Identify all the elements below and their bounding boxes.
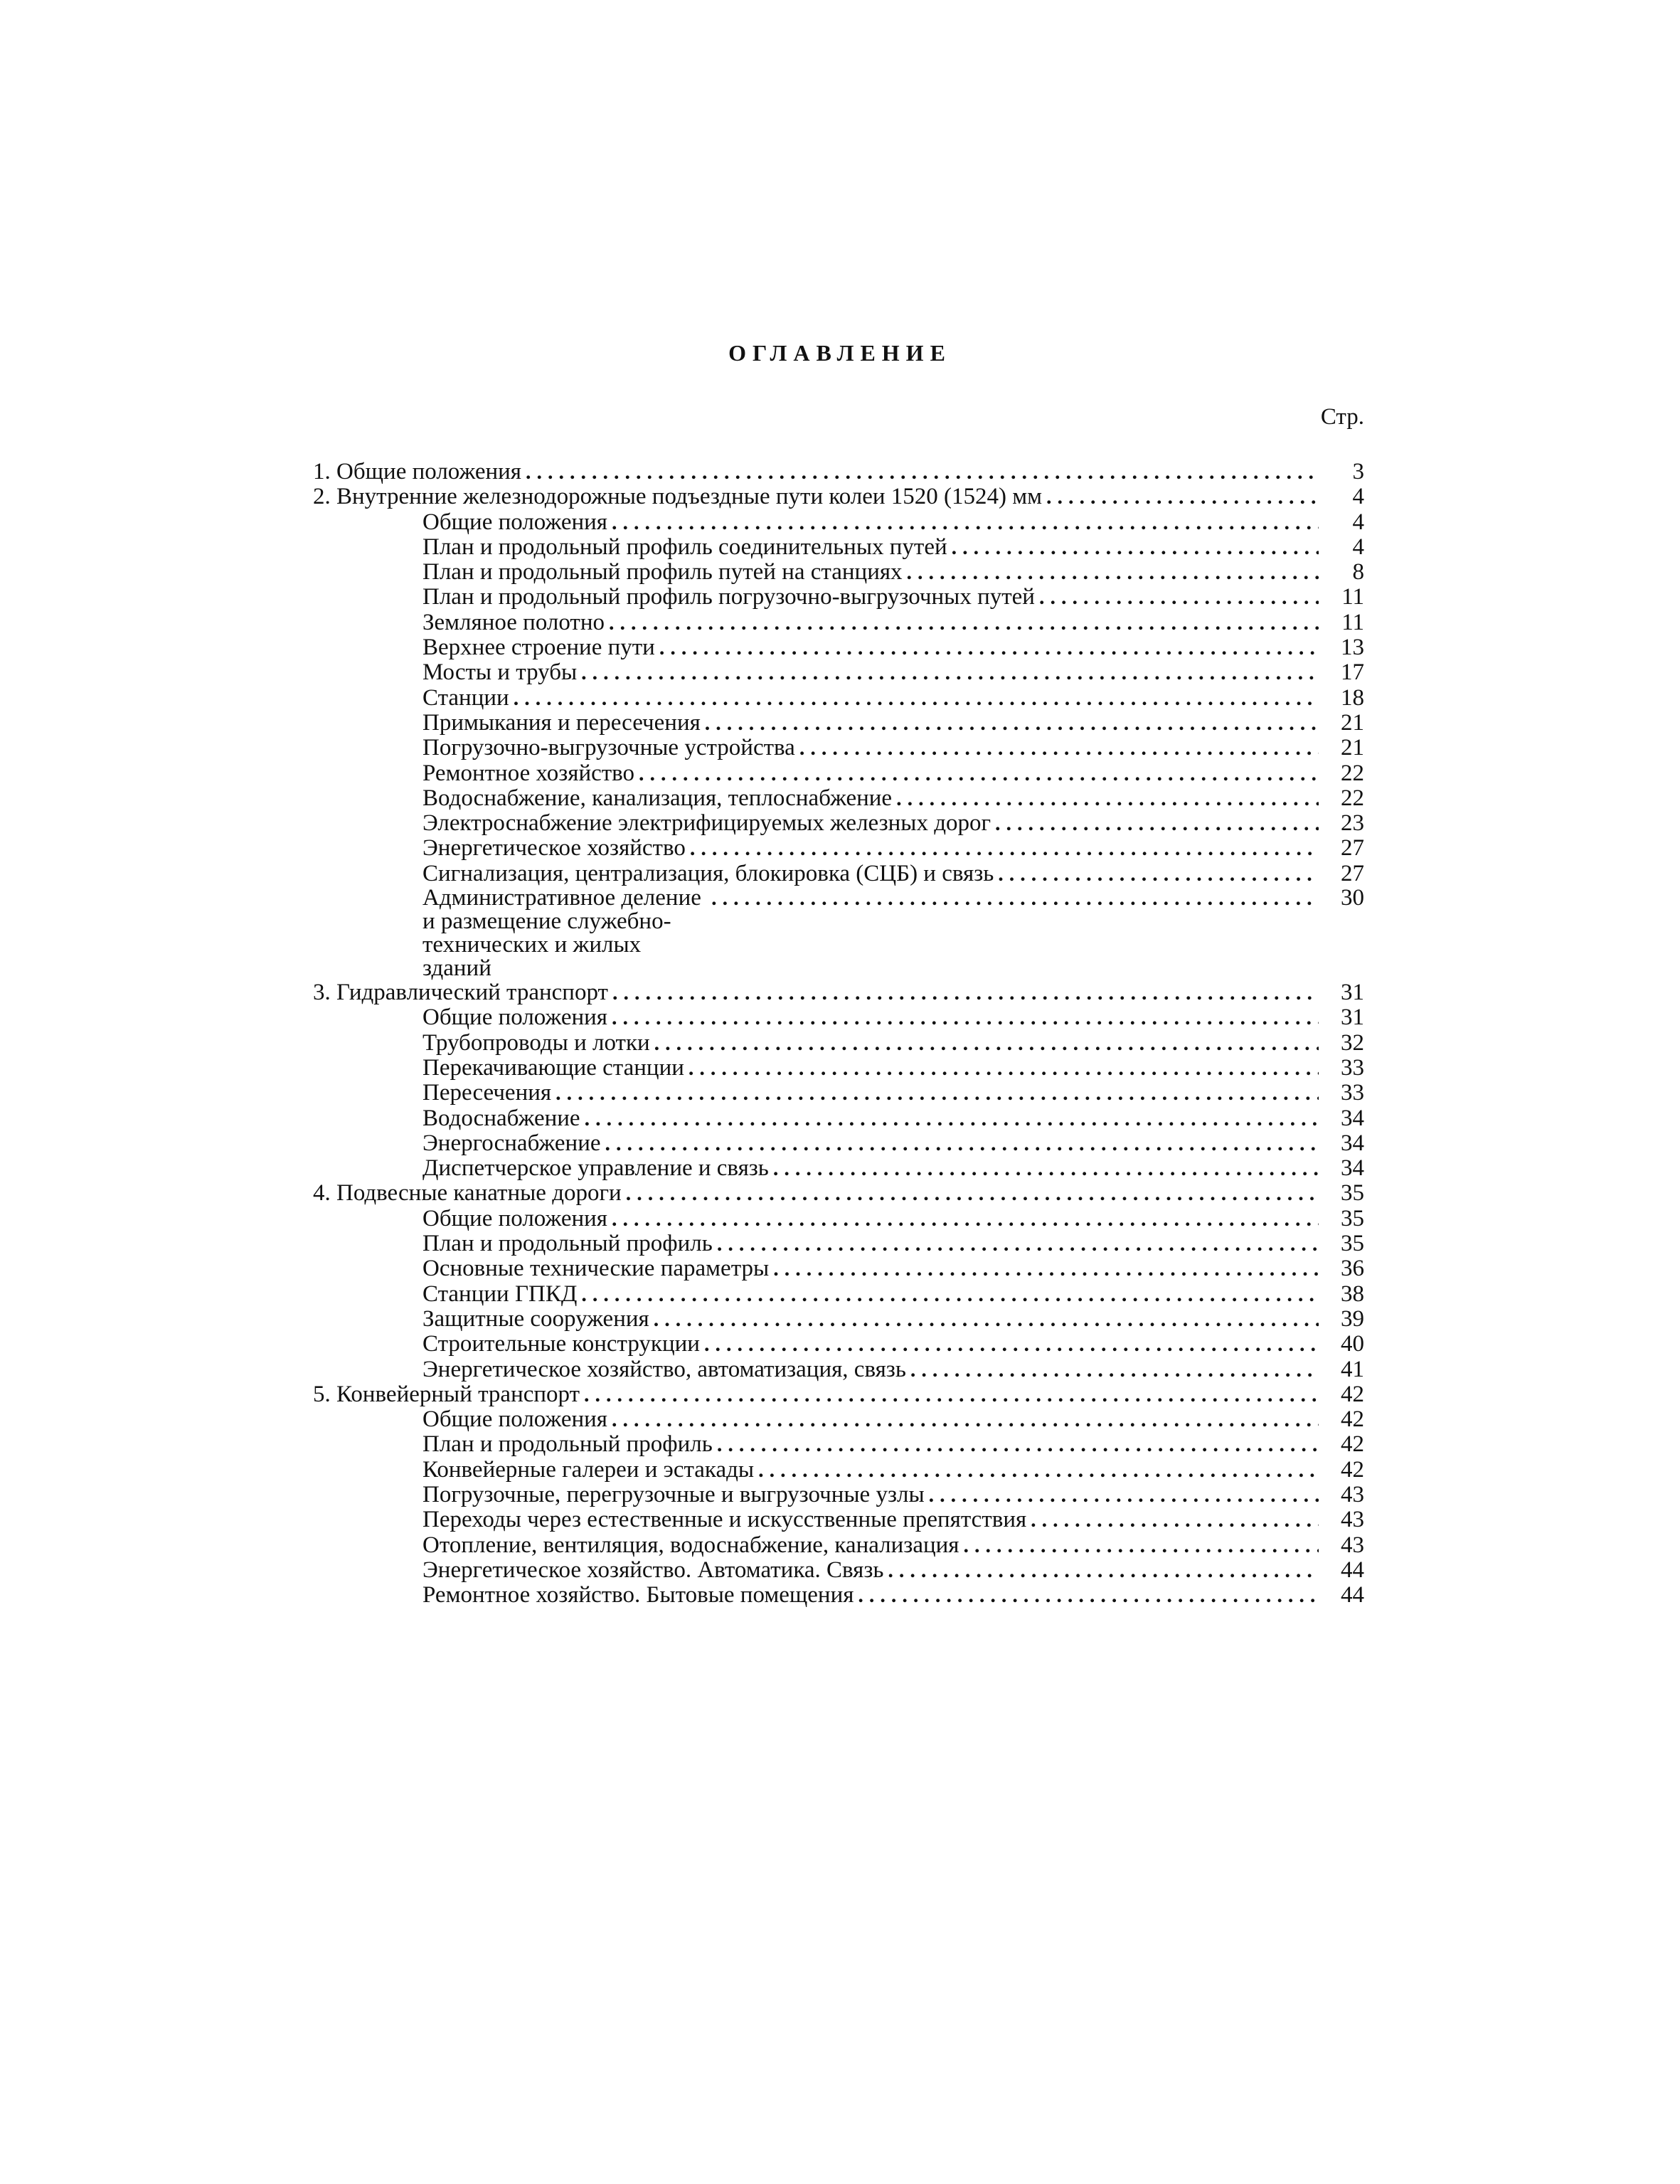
dot-leader xyxy=(907,560,1319,585)
toc-subsection-row xyxy=(313,1256,1364,1281)
toc-section-row xyxy=(313,1382,1364,1407)
toc-entry-title xyxy=(422,535,947,560)
toc-page-number: 4 xyxy=(1352,534,1364,560)
toc-page-number: 27 xyxy=(1341,860,1364,886)
toc-subsection-row xyxy=(313,1131,1364,1156)
dot-leader xyxy=(704,1332,1319,1357)
toc-entry-title xyxy=(422,1507,1026,1532)
toc-section-row xyxy=(313,460,1364,484)
toc-subsection-row xyxy=(313,560,1364,585)
toc-entry-title xyxy=(313,484,1042,509)
dot-leader xyxy=(995,811,1319,836)
toc-entry-text: Конвейерный транспорт xyxy=(336,1381,580,1407)
toc-page-number: 33 xyxy=(1341,1054,1364,1081)
toc-page-number: 34 xyxy=(1341,1105,1364,1131)
toc-entry-text: Общие положения xyxy=(422,1004,607,1031)
toc-entry-text: Энергетическое хозяйство xyxy=(422,835,686,862)
toc-subsection-row xyxy=(313,1533,1364,1558)
toc-entry-title xyxy=(422,811,991,836)
toc-entry-text: Водоснабжение xyxy=(422,1105,580,1131)
toc-subsection-row xyxy=(313,1407,1364,1432)
toc-subsection-row xyxy=(313,1031,1364,1056)
toc-page-number: 31 xyxy=(1341,980,1364,1006)
toc-entry-text: Внутренние железнодорожные подъездные пути колеи 1520 (1524) мм xyxy=(336,484,1043,510)
toc-entry-text: Погрузочно-выгрузочные устройства xyxy=(422,735,795,761)
toc-entry-title xyxy=(422,1307,649,1332)
toc-subsection-row xyxy=(313,736,1364,760)
toc-subsection-row xyxy=(313,1332,1364,1357)
toc-entry-text: Станции xyxy=(422,684,509,711)
dot-leader xyxy=(964,1533,1319,1558)
toc-entry-title xyxy=(422,560,903,585)
toc-page-number: 39 xyxy=(1341,1305,1364,1332)
toc-page-number: 38 xyxy=(1341,1281,1364,1307)
dot-leader xyxy=(612,1407,1319,1432)
toc-subsection-row xyxy=(313,1056,1364,1081)
dot-leader xyxy=(799,736,1319,760)
dot-leader xyxy=(654,1307,1319,1332)
toc-entry-text: Мосты и трубы xyxy=(422,659,578,686)
dot-leader xyxy=(717,1432,1319,1457)
toc-subsection-row xyxy=(313,1432,1364,1457)
toc-entry-text: Водоснабжение, канализация, теплоснабжение xyxy=(422,785,893,811)
toc-page-number: 11 xyxy=(1341,584,1364,610)
toc-subsection-row xyxy=(313,610,1364,635)
toc-page-number: 42 xyxy=(1341,1456,1364,1483)
toc-page-number: 23 xyxy=(1341,810,1364,837)
toc-subsection-row xyxy=(313,1357,1364,1382)
dot-leader xyxy=(896,786,1319,811)
toc-subsection-row xyxy=(313,1005,1364,1030)
toc-subsection-row xyxy=(313,1458,1364,1483)
toc-page-number: 4 xyxy=(1352,509,1364,535)
toc-entry-text: Переходы через естественные и искусственные препятствия xyxy=(422,1507,1027,1533)
toc-page-number: 33 xyxy=(1341,1080,1364,1106)
dot-leader xyxy=(773,1156,1319,1181)
toc-page-number: 13 xyxy=(1341,635,1364,661)
toc-subsection-row xyxy=(313,1282,1364,1307)
toc-entry-text: Ремонтное хозяйство xyxy=(422,760,635,786)
toc-subsection-row xyxy=(313,510,1364,535)
toc-entry-text: Энергоснабжение xyxy=(422,1130,601,1156)
dot-leader xyxy=(526,460,1319,484)
toc-entry-title xyxy=(422,1483,925,1507)
toc-entry-text: План и продольный профиль путей на станциях xyxy=(422,559,903,585)
toc-subsection-row xyxy=(313,1207,1364,1231)
toc-entry-text: Общие положения xyxy=(422,1406,607,1433)
toc-entry-title xyxy=(422,1106,580,1131)
dot-leader xyxy=(690,836,1319,861)
toc-page-number: 21 xyxy=(1341,735,1364,761)
dot-leader xyxy=(858,1583,1319,1608)
toc-entry-text: Общие положения xyxy=(422,509,607,535)
toc-entry-title xyxy=(422,635,655,660)
toc-entry-title xyxy=(422,1081,551,1106)
toc-page-number: 42 xyxy=(1341,1381,1364,1407)
toc-entry-title xyxy=(422,1031,650,1056)
toc-page-number: 8 xyxy=(1352,559,1364,585)
toc-page-number: 44 xyxy=(1341,1582,1364,1608)
dot-leader xyxy=(998,862,1319,886)
toc-subsection-row xyxy=(313,761,1364,786)
toc-subsection-row xyxy=(313,1507,1364,1532)
toc-entry-title xyxy=(422,1131,601,1156)
toc-entry-title xyxy=(313,1181,622,1206)
toc-section-number: 1. xyxy=(313,459,331,484)
toc-page-number: 34 xyxy=(1341,1155,1364,1182)
dot-leader xyxy=(609,610,1319,635)
toc-page-number: 22 xyxy=(1341,785,1364,811)
toc-section-number: 4. xyxy=(313,1180,331,1207)
toc-page-number: 41 xyxy=(1341,1356,1364,1382)
toc-page-number: 43 xyxy=(1341,1507,1364,1533)
toc-subsection-row xyxy=(313,711,1364,736)
toc-subsection-row xyxy=(313,1231,1364,1256)
dot-leader xyxy=(514,686,1319,711)
toc-page-number: 32 xyxy=(1341,1029,1364,1056)
toc-entry-text: Строительные конструкции xyxy=(422,1331,700,1357)
toc-subsection-row xyxy=(313,1558,1364,1583)
toc-subsection-row xyxy=(313,686,1364,711)
toc-entry-text: Пересечения xyxy=(422,1080,552,1106)
toc-entry-text: План и продольный профиль погрузочно-выгрузочных путей xyxy=(422,584,1035,610)
toc-subsection-row xyxy=(313,1583,1364,1608)
toc-entry-title xyxy=(422,711,701,736)
toc-entry-title xyxy=(422,836,686,861)
toc-subsection-row xyxy=(313,862,1364,886)
toc-entry-text: Погрузочные, перегрузочные и выгрузочные узлы xyxy=(422,1481,925,1507)
toc-page-number: 35 xyxy=(1341,1205,1364,1231)
toc-entry-text: Трубопроводы и лотки xyxy=(422,1029,650,1056)
toc-section-number: 3. xyxy=(313,980,331,1006)
toc-entry-text: Электроснабжение электрифицируемых железных дорог xyxy=(422,810,991,837)
toc-entry-title xyxy=(422,585,1035,610)
toc-entry-text: Общие положения xyxy=(422,1205,607,1231)
toc-section-row xyxy=(313,1181,1364,1206)
dot-leader xyxy=(626,1181,1319,1206)
dot-leader xyxy=(654,1031,1319,1056)
toc-subsection-row xyxy=(313,1106,1364,1131)
toc-entry-text: План и продольный профиль xyxy=(422,1231,713,1257)
toc-entry-title xyxy=(422,660,577,685)
toc-entry-title xyxy=(422,1458,754,1483)
toc-section-row xyxy=(313,980,1364,1005)
dot-leader xyxy=(717,1231,1319,1256)
toc-entry-text: Административное деление и размещение служебно-технических и жилых зданий xyxy=(422,885,701,982)
toc-section-number: 2. xyxy=(313,484,331,510)
toc-entry-title xyxy=(422,510,607,535)
toc-entry-title xyxy=(422,786,892,811)
toc-entry-text: Перекачивающие станции xyxy=(422,1054,684,1081)
toc-entry-title xyxy=(422,686,509,711)
dot-leader xyxy=(612,980,1319,1005)
dot-leader xyxy=(584,1382,1319,1407)
toc-subsection-row xyxy=(313,635,1364,660)
toc-entry-title xyxy=(313,980,608,1005)
toc-entry-title xyxy=(422,1156,769,1181)
toc-page-number: 44 xyxy=(1341,1557,1364,1583)
toc-entry-text: Сигнализация, централизация, блокировка (СЦБ) и связь xyxy=(422,860,994,886)
toc-page-number: 35 xyxy=(1341,1180,1364,1207)
toc-subsection-row xyxy=(313,786,1364,811)
toc-entry-title xyxy=(422,886,707,980)
toc-subsection-row xyxy=(313,1156,1364,1181)
dot-leader xyxy=(929,1483,1319,1507)
toc-entry-text: Ремонтное хозяйство. Бытовые помещения xyxy=(422,1582,854,1608)
toc-page-number: 18 xyxy=(1341,684,1364,711)
toc-page-number: 43 xyxy=(1341,1481,1364,1507)
toc-page-number: 27 xyxy=(1341,835,1364,862)
toc-page-number: 34 xyxy=(1341,1130,1364,1156)
toc-page-number: 31 xyxy=(1341,1004,1364,1031)
toc-page-number: 40 xyxy=(1341,1331,1364,1357)
toc-entry-title xyxy=(422,1056,684,1081)
dot-leader xyxy=(555,1081,1319,1106)
toc-entry-text: Станции ГПКД xyxy=(422,1281,578,1307)
dot-leader xyxy=(1039,585,1319,610)
dot-leader xyxy=(612,1005,1319,1030)
toc-entry-text: Общие положения xyxy=(336,459,521,484)
toc-entry-title xyxy=(422,1432,713,1457)
toc-subsection-row xyxy=(313,1081,1364,1106)
toc-page-number: 30 xyxy=(1341,885,1364,911)
toc-entry-text: Подвесные канатные дороги xyxy=(336,1180,622,1207)
dot-leader xyxy=(758,1458,1319,1483)
toc-entry-title xyxy=(422,1533,959,1558)
page-column-label: Стр. xyxy=(1320,404,1364,430)
toc-page-number: 35 xyxy=(1341,1231,1364,1257)
toc-subsection-row xyxy=(313,1307,1364,1332)
toc-entry-title xyxy=(422,736,795,760)
dot-leader xyxy=(910,1357,1319,1382)
dot-leader xyxy=(705,711,1319,736)
toc-subsection-row xyxy=(313,836,1364,861)
dot-leader xyxy=(581,660,1319,685)
toc-entry-text: Гидравлический транспорт xyxy=(336,980,608,1006)
table-of-contents xyxy=(313,460,1364,1608)
dot-leader xyxy=(773,1256,1319,1281)
toc-entry-title xyxy=(422,1282,577,1307)
toc-page-number: 42 xyxy=(1341,1406,1364,1433)
toc-section-number: 5. xyxy=(313,1381,331,1407)
dot-leader xyxy=(585,1106,1319,1131)
toc-entry-text: Отопление, вентиляция, водоснабжение, канализация xyxy=(422,1532,959,1558)
toc-entry-text: Энергетическое хозяйство, автоматизация, связь xyxy=(422,1356,906,1382)
toc-subsection-row xyxy=(313,660,1364,685)
toc-entry-text: Земляное полотно xyxy=(422,609,605,635)
toc-subsection-row xyxy=(313,811,1364,836)
toc-page-number: 4 xyxy=(1352,484,1364,510)
toc-entry-title xyxy=(422,862,994,886)
dot-leader xyxy=(888,1558,1319,1583)
toc-entry-title xyxy=(422,761,634,786)
toc-page-number: 17 xyxy=(1341,659,1364,686)
toc-entry-text: План и продольный профиль xyxy=(422,1431,713,1458)
toc-entry-text: Конвейерные галереи и эстакады xyxy=(422,1456,755,1483)
dot-leader xyxy=(612,1207,1319,1231)
toc-entry-text: Защитные сооружения xyxy=(422,1305,649,1332)
toc-entry-text: Примыкания и пересечения xyxy=(422,709,701,736)
toc-page-number: 21 xyxy=(1341,709,1364,736)
toc-entry-title xyxy=(422,1231,713,1256)
toc-entry-text: Диспетчерское управление и связь xyxy=(422,1155,769,1182)
toc-page-number: 36 xyxy=(1341,1256,1364,1282)
toc-entry-text: Основные технические параметры xyxy=(422,1256,770,1282)
toc-entry-title xyxy=(422,1407,607,1432)
dot-leader xyxy=(581,1282,1319,1307)
dot-leader xyxy=(659,635,1319,660)
toc-entry-title xyxy=(422,1207,607,1231)
dot-leader xyxy=(605,1131,1319,1156)
toc-page-number: 22 xyxy=(1341,760,1364,786)
toc-entry-title xyxy=(422,1558,883,1583)
toc-page-number: 11 xyxy=(1341,609,1364,635)
toc-page-number: 42 xyxy=(1341,1431,1364,1458)
dot-leader xyxy=(612,510,1319,535)
dot-leader xyxy=(711,886,1319,910)
toc-entry-text: Энергетическое хозяйство. Автоматика. Связь xyxy=(422,1557,884,1583)
toc-entry-text: План и продольный профиль соединительных путей xyxy=(422,534,947,560)
dot-leader xyxy=(952,535,1319,560)
toc-entry-title xyxy=(313,1382,580,1407)
toc-subsection-row xyxy=(313,1483,1364,1507)
toc-entry-text: Верхнее строение пути xyxy=(422,635,655,661)
toc-entry-title xyxy=(422,1005,607,1030)
dot-leader xyxy=(1046,484,1319,509)
toc-entry-title xyxy=(422,1583,854,1608)
toc-entry-title xyxy=(422,610,605,635)
dot-leader xyxy=(689,1056,1319,1081)
toc-subsection-row xyxy=(313,585,1364,610)
toc-entry-title xyxy=(422,1357,906,1382)
toc-page-number: 3 xyxy=(1352,459,1364,484)
dot-leader xyxy=(1031,1507,1319,1532)
dot-leader xyxy=(639,761,1319,786)
toc-entry-title xyxy=(422,1256,769,1281)
toc-subsection-row xyxy=(313,886,1364,980)
toc-entry-title xyxy=(313,460,521,484)
toc-section-row xyxy=(313,484,1364,509)
toc-entry-title xyxy=(422,1332,700,1357)
page-title: ОГЛАВЛЕНИЕ xyxy=(728,340,952,366)
toc-page-number: 43 xyxy=(1341,1532,1364,1558)
toc-subsection-row xyxy=(313,535,1364,560)
